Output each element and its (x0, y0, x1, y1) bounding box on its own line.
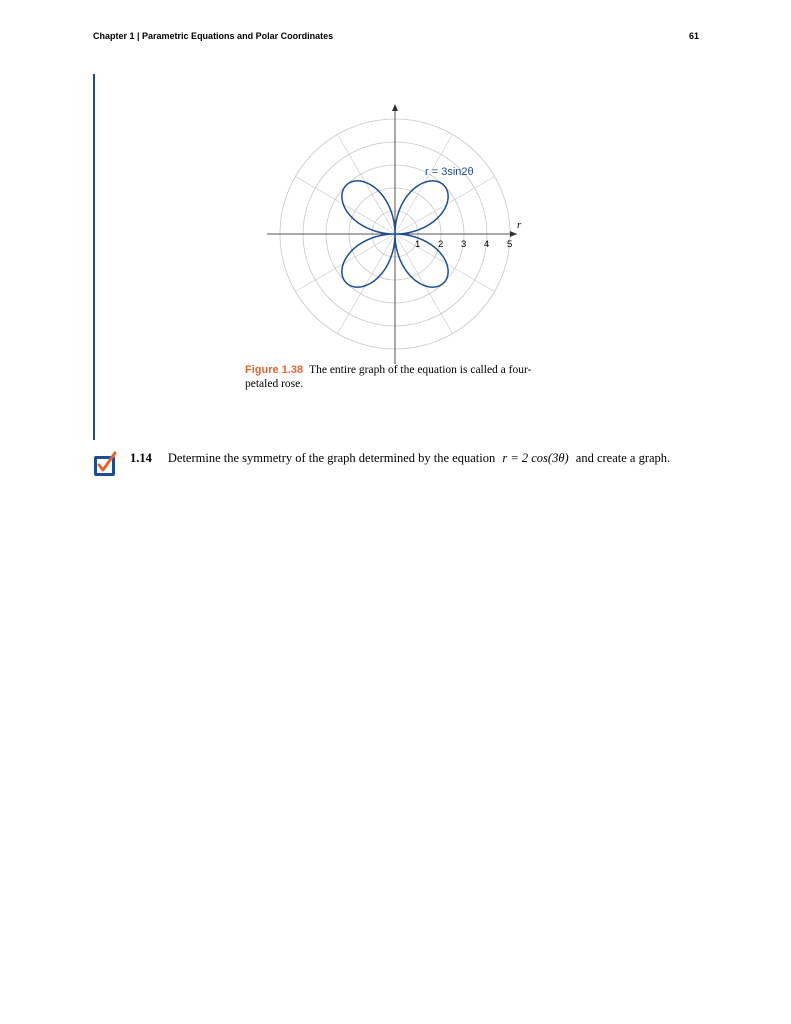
checkpoint-exercise (130, 451, 730, 466)
exercise-number: 1.14 (130, 451, 152, 465)
r-tick-3: 3 (461, 239, 467, 250)
grid-ray-60 (395, 134, 453, 234)
exercise-equation: r = 2 cos(3θ) (502, 451, 569, 465)
figure-caption (245, 364, 555, 391)
margin-rule (93, 74, 95, 440)
r-tick-2: 2 (438, 239, 444, 250)
exercise-text-before: Determine the symmetry of the graph determined by the equation (167, 451, 496, 465)
running-header (93, 31, 699, 41)
r-tick-1: 1 (415, 239, 421, 250)
chapter-title: Chapter 1 | Parametric Equations and Polar Coordinates (93, 31, 334, 41)
r-axis-label: r (517, 219, 522, 231)
axis-arrow-up (392, 104, 398, 111)
grid-ray-240 (338, 234, 396, 334)
page-number: 61 (688, 31, 699, 41)
r-tick-4: 4 (484, 239, 490, 250)
exercise-text-after: and create a graph. (575, 451, 671, 465)
grid-ray-330 (395, 234, 495, 292)
grid-ray-30 (395, 177, 495, 235)
r-tick-5: 5 (507, 239, 513, 250)
exercise-text (168, 451, 670, 466)
polar-rose-figure (255, 98, 535, 366)
figure-label: Figure 1.38 (245, 364, 304, 376)
axis-arrow-right (510, 231, 517, 237)
grid-ray-120 (338, 134, 396, 234)
grid-ray-150 (295, 177, 395, 235)
caption-text: The entire graph of the equation is called a four-petaled rose. (245, 364, 532, 390)
checkpoint-icon (93, 450, 117, 478)
grid-ray-210 (295, 234, 395, 292)
grid-ray-300 (395, 234, 453, 334)
curve-label: r = 3sin2θ (425, 166, 474, 178)
